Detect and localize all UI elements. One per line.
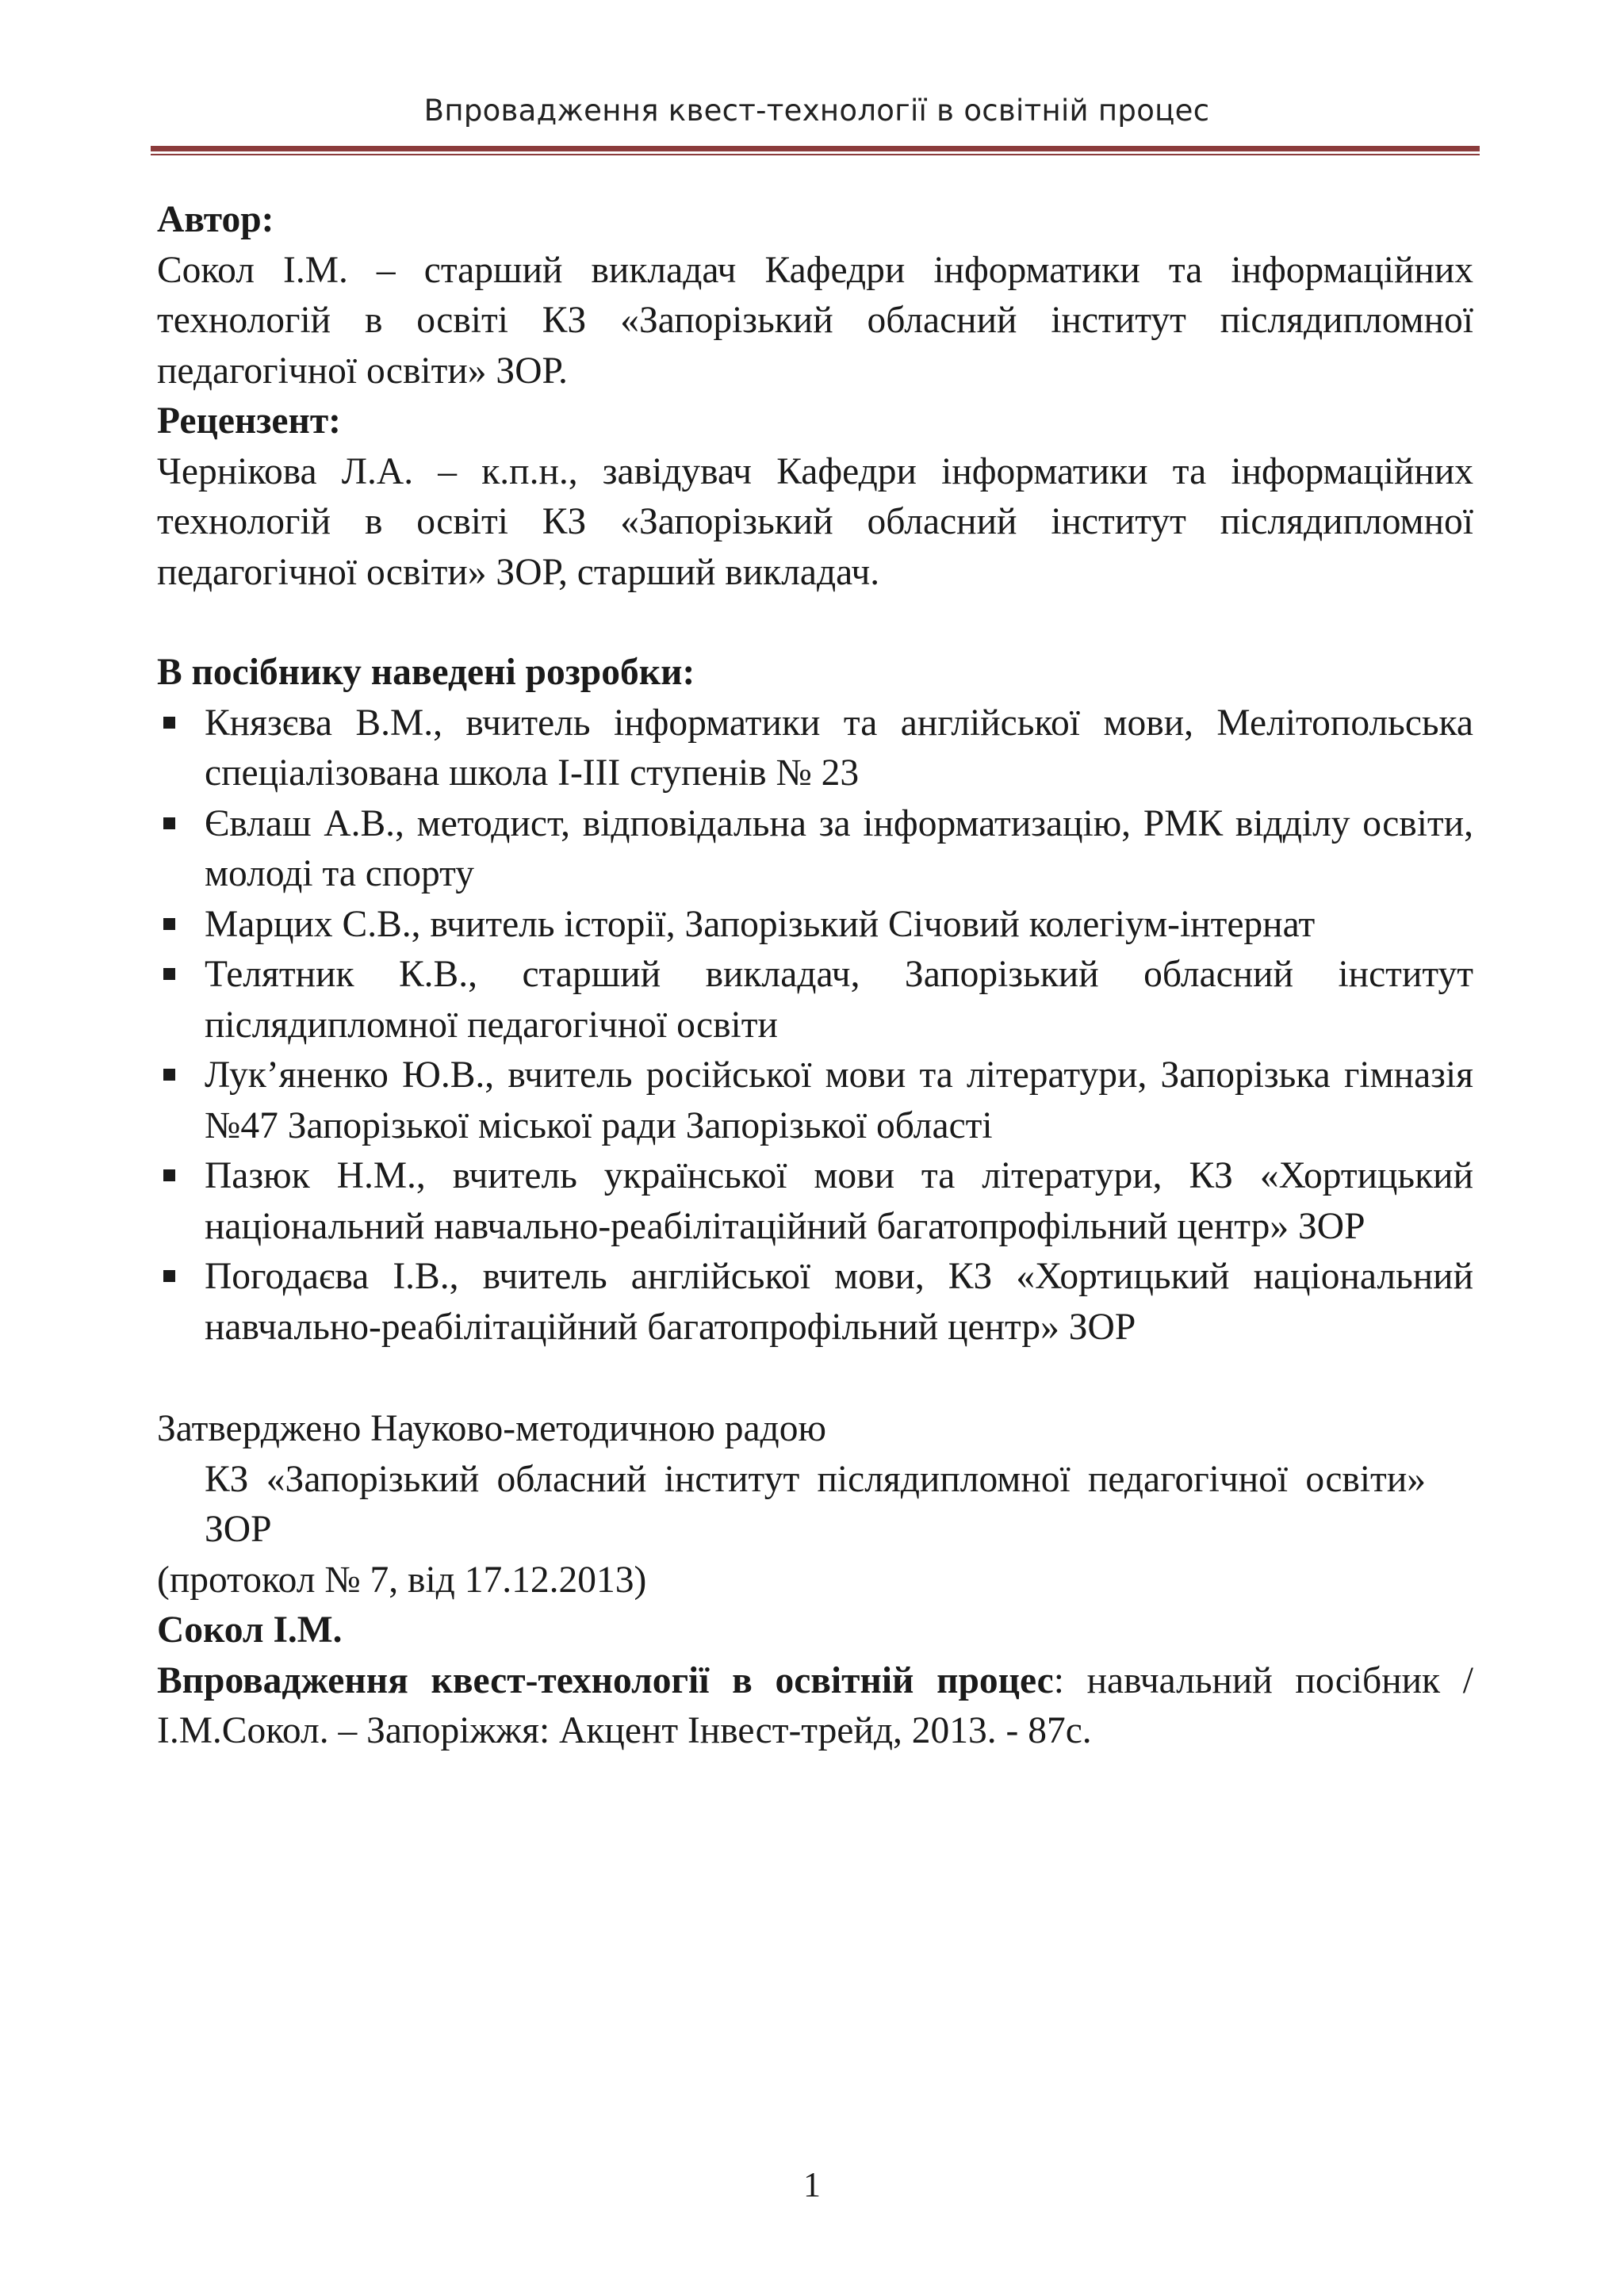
bullet-icon — [163, 817, 175, 829]
bullet-icon — [163, 1169, 175, 1181]
list-item: Князєва В.М., вчитель інформатики та англійської мови, Мелітопольська спеціалізована школа І-ІІІ ступенів № 23 — [157, 698, 1473, 799]
bullet-icon — [163, 918, 175, 930]
list-item: Євлаш А.В., методист, відповідальна за інформатизацію, РМК відділу освіти, молоді та спорту — [157, 799, 1473, 900]
bullet-icon — [163, 717, 175, 729]
page-number: 1 — [803, 2165, 821, 2204]
header-rule-thin — [151, 154, 1480, 155]
citation-title: Впровадження квест-технології в освітній процес — [157, 1659, 1054, 1701]
bullet-icon — [163, 1270, 175, 1282]
author-text: Сокол І.М. – старший викладач Кафедри інформатики та інформаційних технологій в освіті КЗ «Запорізький обласний інститут післядипломної педагогічної освіти» ЗОР. — [157, 249, 1473, 392]
approval-line-2: КЗ «Запорізький обласний інститут післядипломної педагогічної освіти» ЗОР — [205, 1458, 1426, 1550]
reviewer-text: Чернікова Л.А. – к.п.н., завідувач Кафедри інформатики та інформаційних технологій в освіті КЗ «Запорізький обласний інститут післядипломної педагогічної освіти» ЗОР, старший викладач. — [157, 450, 1473, 593]
list-item: Погодаєва І.В., вчитель англійської мови, КЗ «Хортицький національний навчально-реабілітаційний багатопрофільний центр» ЗОР — [157, 1252, 1473, 1353]
citation-text — [157, 1656, 1473, 1757]
list-item: Пазюк Н.М., вчитель української мови та літератури, КЗ «Хортицький національний навчально-реабілітаційний багатопрофільний центр» ЗОР — [157, 1151, 1473, 1252]
approval-block — [157, 1404, 1473, 1605]
spacer — [157, 598, 1473, 648]
author-label: Автор: — [157, 199, 274, 240]
citation-rest: : навчальний посібник / І.М.Сокол. – Запоріжжя: Акцент Інвест-трейд, 2013. - 87с. — [157, 1659, 1473, 1751]
contributors-label: В посібнику наведені розробки: — [157, 652, 695, 693]
list-item: Лук’яненко Ю.В., вчитель російської мови та літератури, Запорізька гімназія №47 Запорізької міської ради Запорізької області — [157, 1050, 1473, 1151]
approval-line-3: (протокол № 7, від 17.12.2013) — [157, 1559, 647, 1601]
reviewer-label: Рецензент: — [157, 400, 341, 442]
approval-line-1: Затверджено Науково-методичною радою — [157, 1408, 826, 1449]
list-item: Марцих С.В., вчитель історії, Запорізький Січовий колегіум-інтернат — [157, 900, 1473, 951]
bullet-icon — [163, 1069, 175, 1081]
header-rule — [151, 146, 1480, 151]
page-content — [157, 195, 1473, 1757]
bullet-icon — [163, 968, 175, 980]
list-item: Телятник К.В., старший викладач, Запорізький обласний інститут післядипломної педагогічної освіти — [157, 950, 1473, 1050]
citation-author: Сокол І.М. — [157, 1609, 343, 1651]
running-header: Впровадження квест-технології в освітній процес — [423, 94, 1210, 128]
contributors-list — [157, 698, 1473, 1353]
